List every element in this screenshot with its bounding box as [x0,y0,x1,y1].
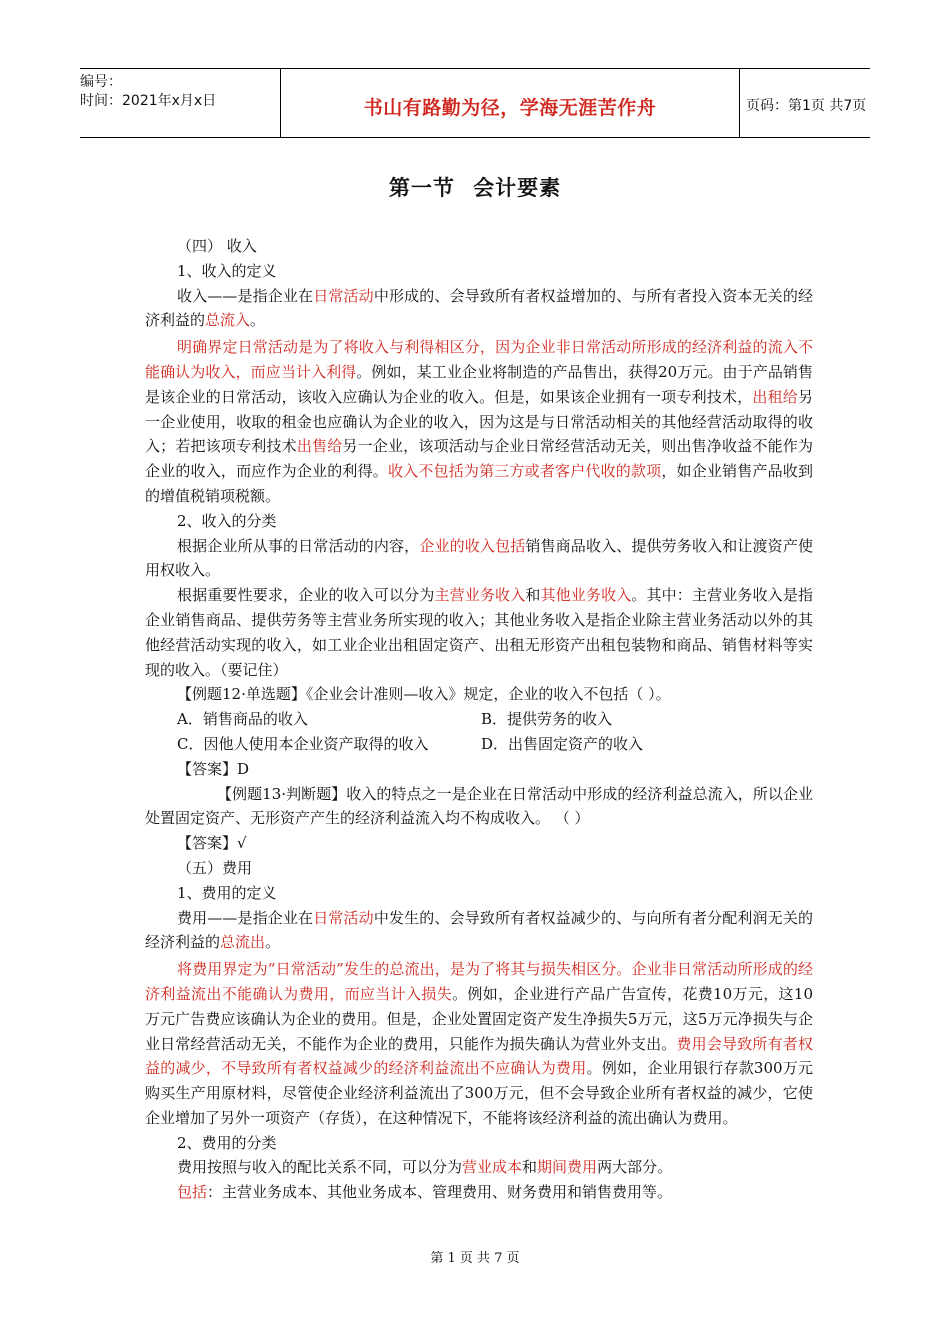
highlight: 其他业务收入 [540,586,632,605]
income-importance [145,583,813,682]
highlight: 日常活动 [313,908,374,927]
text: ，如企业销售产品收到的增值税销项税额。 [145,462,813,505]
highlight: 收入不包括为第三方或者客户代收的款项 [387,462,662,481]
highlight: 总流入 [205,311,251,330]
text: ：主营业务成本、其他业务成本、管理费用、财务费用和销售费用等。 [207,1183,673,1202]
option-a: A．销售商品的收入 [177,710,308,729]
highlight: 日常活动 [313,286,374,305]
heading-expense-definition: 1、费用的定义 [177,883,277,902]
text: 另一企业使用，收取的租金也应确认为企业的收入，因为这是与日常活动相关的其他经营活动取得的收入；若把该项专利技术 [145,387,813,456]
date-label: 时间：2021年x月x日 [80,93,217,109]
page-footer: 第 1 页 共 7 页 [430,1251,520,1266]
expense-includes [145,1180,813,1205]
text: 。例如，企业用银行存款300万元购买生产用原材料，尽管使企业经济利益流出了300万元，但不会导致企业所有者权益的减少，它使企业增加了另外一项资产（存货），在这种情况下，不能将该经济利益的流出确认为费用。 [145,1059,813,1127]
highlight: 出售给 [296,437,343,456]
question-12-options-row [145,732,813,757]
heading-income-classification: 2、收入的分类 [177,511,277,530]
text: 另一企业，该项活动与企业日常经营活动无关，则出售净收益不能作为企业的收入，而应作为企业的利得。 [145,437,813,481]
question-12-options-row [145,707,813,732]
text: 。其中：主营业务收入是指企业销售商品、提供劳务等主营业务所实现的收入；其他业务收入是指企业除主营业务活动以外的其他经营活动实现的收入，如工业企业出租固定资产、出租无形资产出租包装物和商品、销售材料等实现的收入。（要记住） [145,586,813,679]
page-header [80,68,870,138]
income-explanation [145,335,813,509]
text: 。例如，企业进行产品广告宣传，花费10万元，这10万元广告费应该确认为企业的费用。但是，企业处置固定资产发生净损失5万元，这5万元净损失与企业日常经营活动无关，不能作为企业的费用，只能作为损失确认为营业外支出。 [145,984,813,1053]
highlight: 营业成本 [462,1158,523,1177]
motto: 书山有路勤为径，学海无涯苦作舟 [363,97,657,119]
answer-13: 【答案】√ [177,834,247,853]
header-meta [80,69,280,141]
header-page-cell [738,69,870,137]
expense-definition [145,906,813,956]
text: 中形成的、会导致所有者权益增加的、与所有者投入资本无关的经济利益的 [145,286,813,330]
heading-income: （四） 收入 [177,237,257,255]
answer-12: 【答案】D [177,759,250,778]
page-info: 页码：第1页 共7页 [746,98,867,114]
text: 费用按照与收入的配比关系不同，可以分为 [177,1158,463,1177]
text: 根据企业所从事的日常活动的内容， [177,536,420,555]
number-label: 编号： [80,74,122,90]
text: 根据重要性要求，企业的收入可以分为 [177,586,435,605]
text: 收入——是指企业在 [177,286,314,305]
highlight: 企业的收入包括 [419,536,526,555]
highlight: 总流出 [220,933,266,952]
text: 费用——是指企业在 [177,908,314,927]
highlight: 将费用界定为“日常活动”发生的总流出，是为了将其与损失相区分。企业非日常活动所形成的经济利益流出不能确认为费用，而应当计入损失 [145,960,813,1003]
highlight: 费用会导致所有者权益的减少，不导致所有者权益减少的经济利益流出不应确认为费用 [145,1034,813,1078]
highlight: 主营业务收入 [434,586,526,605]
header-motto-cell [280,69,740,137]
heading-income-definition: 1、收入的定义 [177,261,277,280]
option-b: B．提供劳务的收入 [481,710,613,729]
text: 和 [525,586,541,605]
text: 。例如，某工业企业将制造的产品售出，获得20万元。由于产品销售是该企业的日常活动，该收入应确认为企业的收入。但是，如果该企业拥有一项专利技术， [145,362,813,406]
document-body [145,234,813,1205]
highlight: 包括 [177,1183,208,1202]
section-title: 第一节 会计要素 [388,176,562,200]
question-13: 【例题13·判断题】收入的特点之一是企业在日常活动中形成的经济利益总流入，所以企业处置固定资产、无形资产产生的经济利益流入均不构成收入。 （ ） [145,784,813,828]
question-12: 【例题12·单选题】《企业会计准则—收入》规定，企业的收入不包括（ ）。 [177,685,671,704]
text: 。 [250,311,266,330]
option-c: C．因他人使用本企业资产取得的收入 [177,734,429,753]
highlight: 期间费用 [537,1158,598,1177]
heading-expense: （五）费用 [177,858,253,877]
income-definition [145,284,813,334]
income-content [145,534,813,584]
heading-expense-classification: 2、费用的分类 [177,1133,277,1152]
highlight: 明确界定日常活动是为了将收入与利得相区分，因为企业非日常活动所形成的经济利益的流入不能确认为收入，而应当计入利得 [145,338,813,381]
option-d: D．出售固定资产的收入 [481,734,644,753]
text: 和 [522,1158,538,1177]
highlight: 出租给 [752,387,798,406]
text: 两大部分。 [597,1158,673,1177]
expense-classification [145,1155,813,1180]
expense-explanation [145,957,813,1131]
text: 。 [265,933,281,952]
text: 销售商品收入、提供劳务收入和让渡资产使用权收入。 [145,536,813,580]
text: 中发生的、会导致所有者权益减少的、与向所有者分配利润无关的经济利益的 [145,908,813,952]
